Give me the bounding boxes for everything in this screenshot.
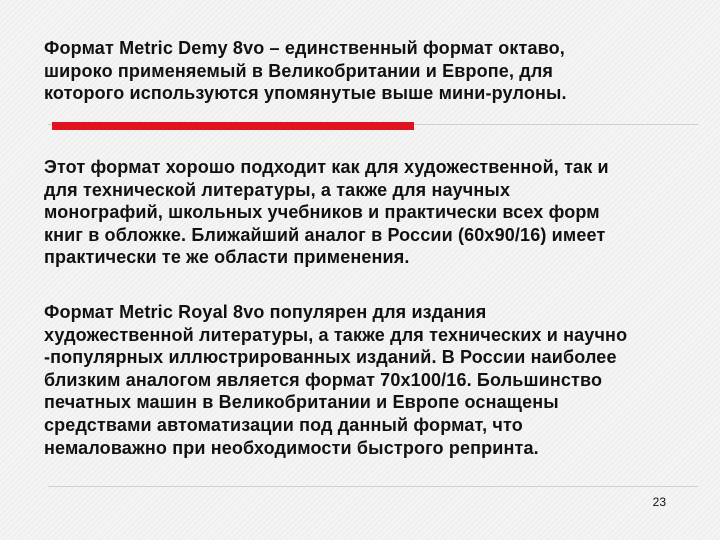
text-line: монографий, школьных учебников и практически всех форм	[44, 202, 600, 223]
text-line: Формат Metric Royal 8vo популярен для издания	[44, 302, 487, 322]
page-number: 23	[652, 495, 666, 509]
text-line: которого используются упомянутые выше мини-рулоны.	[44, 83, 567, 104]
paragraph-usage	[44, 156, 694, 269]
text-line: немаловажно при необходимости быстрого репринта.	[44, 437, 539, 458]
text-line: для технической литературы, а также для научных	[44, 179, 511, 200]
text-line: практически те же области применения.	[44, 247, 410, 268]
text-line: -популярных иллюстрированных изданий. В России наиболее	[44, 347, 617, 368]
paragraph-metric-royal	[44, 301, 694, 459]
accent-bar	[52, 122, 414, 130]
text-line: Этот формат хорошо подходит как для художественной, так и	[44, 157, 609, 177]
text-line: художественной литературы, а также для технических и научно	[44, 324, 628, 345]
text-line: широко применяемый в Великобритании и Европе, для	[44, 60, 554, 81]
text-line: близким аналогом является формат 70х100/16. Большинство	[44, 369, 603, 390]
text-line: Формат Metric Demy 8vo – единственный формат октаво,	[44, 38, 565, 58]
text-line: печатных машин в Великобритании и Европе оснащены	[44, 392, 559, 413]
text-line: книг в обложке. Ближайший аналог в России (60х90/16) имеет	[44, 224, 606, 245]
paragraph-metric-demy	[44, 37, 694, 105]
divider-line-bottom	[48, 486, 698, 487]
text-line: средствами автоматизации под данный формат, что	[44, 414, 523, 435]
